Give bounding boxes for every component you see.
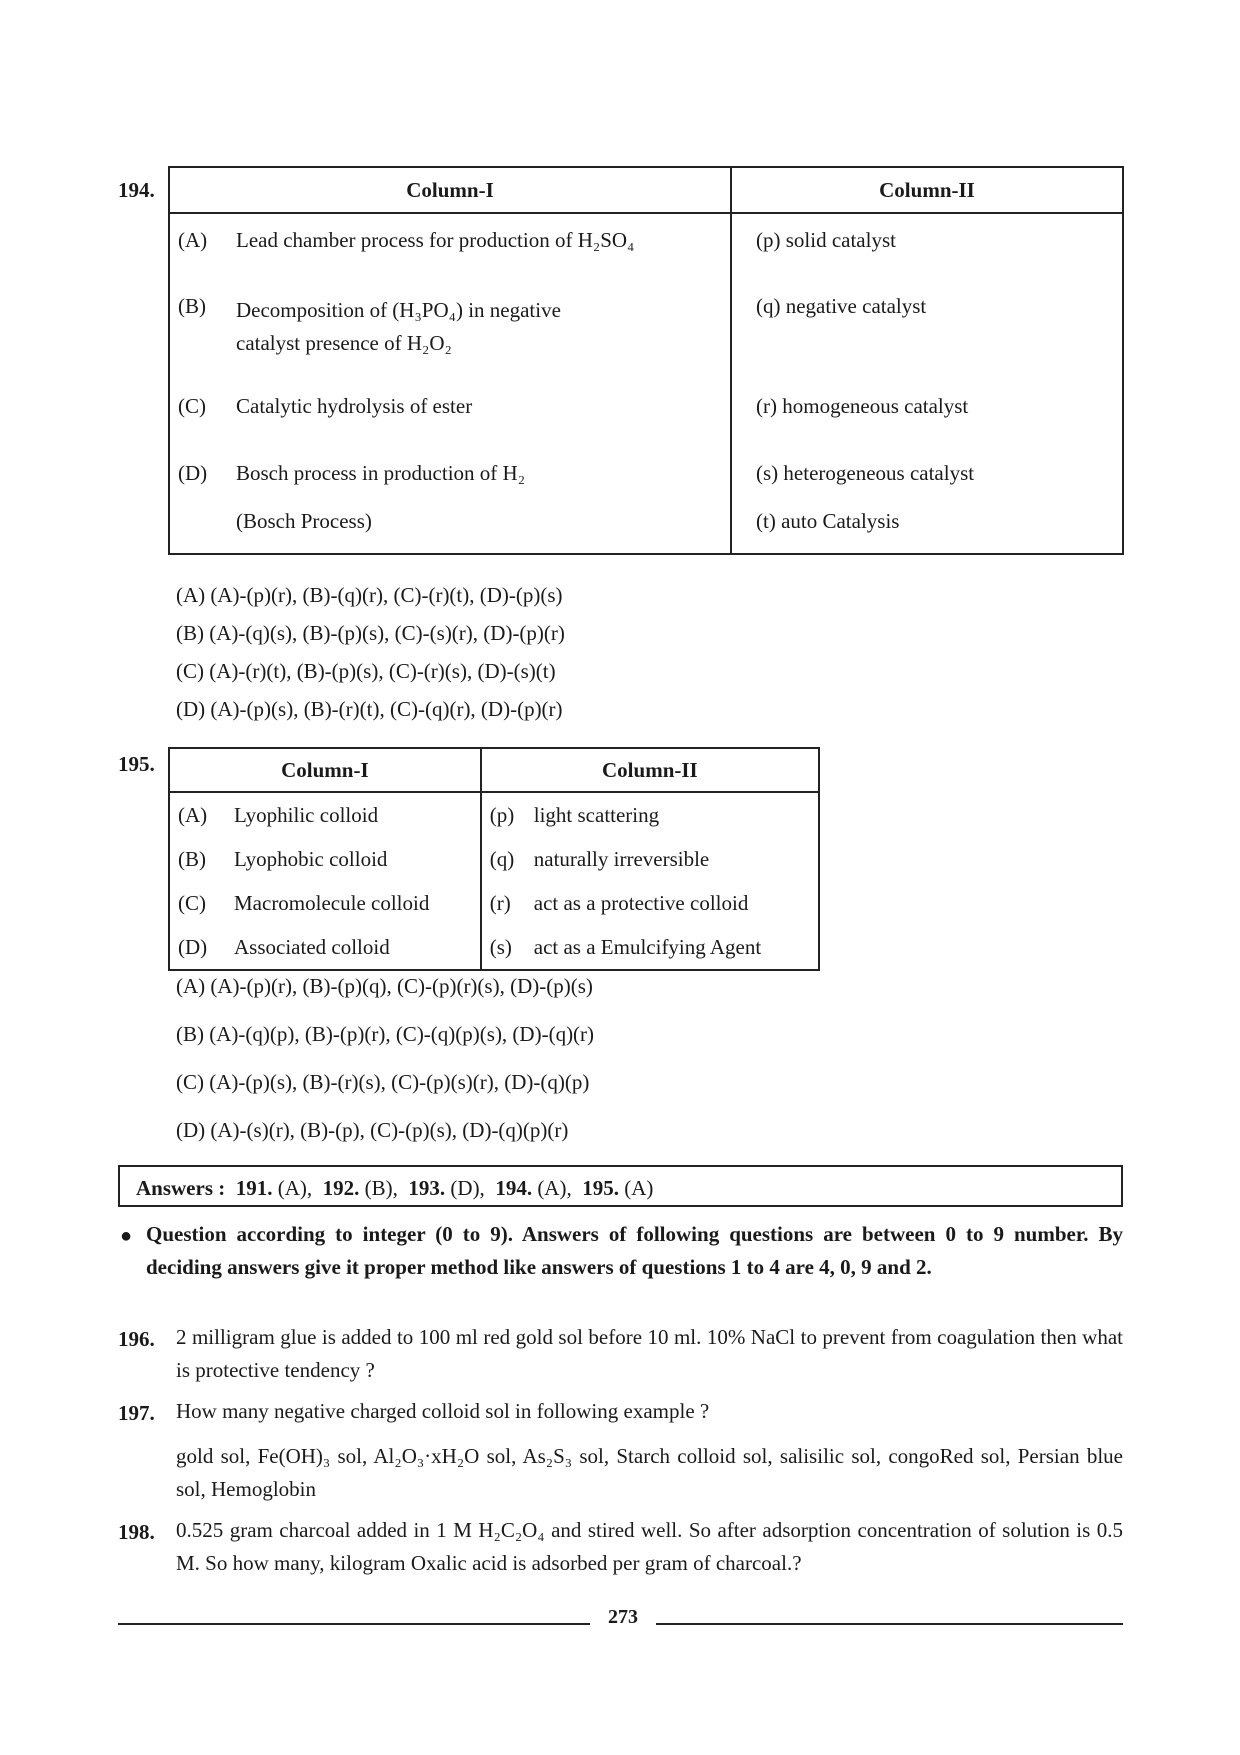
footer-rule-left [118, 1623, 590, 1625]
bullet-icon: ● [120, 1225, 133, 1247]
question-198: 0.525 gram charcoal added in 1 M H₂C₂O₄ and stired well. So after adsorption concentration of solution is 0.5 M. So how many, kilogram Oxalic acid is adsorbed per gram of charcoal.? [176, 1518, 1123, 1575]
table-row: (D) Bosch process in production of H₂ [178, 461, 526, 485]
footer-rule-right [656, 1623, 1123, 1625]
options-195 [176, 962, 594, 1154]
option-d: (D) (A)-(p)(s), (B)-(r)(t), (C)-(q)(r), (D)-(p)(r) [176, 697, 563, 721]
option-a: (A) (A)-(p)(r), (B)-(p)(q), (C)-(p)(r)(s), (D)-(p)(s) [176, 974, 593, 998]
option-c: (C) (A)-(r)(t), (B)-(p)(s), (C)-(r)(s), (D)-(s)(t) [176, 659, 556, 683]
table-row: (C) Catalytic hydrolysis of ester [178, 394, 473, 418]
table-row: (A) Lyophilic colloid (p) light scattering [169, 792, 819, 837]
col2-header: Column-II [481, 748, 819, 792]
answers-box: Answers : 191. (A), 192. (B), 193. (D), 194. (A), 195. (A) [118, 1165, 1123, 1207]
question-number-197: 197. [118, 1401, 155, 1425]
match-s: (s) heterogeneous catalyst [756, 461, 975, 485]
question-197-list: gold sol, Fe(OH)₃ sol, Al₂O₃·xH₂O sol, As₂S₃ sol, Starch colloid sol, salisilic sol, congoRed sol, Persian blue sol, Hemoglobin [176, 1444, 1123, 1501]
match-r: (r) homogeneous catalyst [756, 394, 969, 418]
page-number: 273 [608, 1606, 638, 1628]
table-row: (B) Decomposition of (H₃PO₄) in negative catalyst presence of H₂O₂ [178, 294, 561, 355]
options-194 [176, 576, 565, 728]
table-row: (B) Lyophobic colloid (q) naturally irreversible [169, 837, 819, 881]
table-row: (Bosch Process) [236, 509, 372, 533]
match-q: (q) negative catalyst [756, 294, 927, 318]
col1-header: Column-I [169, 167, 731, 213]
table-row: (C) Macromolecule colloid (r) act as a protective colloid [169, 881, 819, 925]
instruction: Question according to integer (0 to 9). Answers of following questions are between 0 to 9 number. By deciding answers give it proper method like answers of questions 1 to 4 are 4, 0, 9 and 2. [146, 1222, 1123, 1279]
option-b: (B) (A)-(q)(s), (B)-(p)(s), (C)-(s)(r), (D)-(p)(r) [176, 621, 565, 645]
match-t: (t) auto Catalysis [756, 509, 900, 533]
option-c: (C) (A)-(p)(s), (B)-(r)(s), (C)-(p)(s)(r), (D)-(q)(p) [176, 1070, 590, 1094]
table-row: (A) Lead chamber process for production of H₂SO₄ [178, 228, 635, 252]
match-p: (p) solid catalyst [756, 228, 896, 252]
match-table-194 [168, 166, 1124, 555]
question-197: How many negative charged colloid sol in following example ? [176, 1399, 710, 1423]
option-a: (A) (A)-(p)(r), (B)-(q)(r), (C)-(r)(t), (D)-(p)(s) [176, 583, 563, 607]
question-number-196: 196. [118, 1327, 155, 1351]
option-d: (D) (A)-(s)(r), (B)-(p), (C)-(p)(s), (D)-(q)(p)(r) [176, 1118, 569, 1142]
question-number-198: 198. [118, 1520, 155, 1544]
match-table-195 [168, 747, 820, 971]
question-number-195: 195. [118, 752, 155, 776]
option-b: (B) (A)-(q)(p), (B)-(p)(r), (C)-(q)(p)(s), (D)-(q)(r) [176, 1022, 595, 1046]
col1-header: Column-I [169, 748, 481, 792]
table-row: (D) Associated colloid (s) act as a Emulcifying Agent [169, 925, 819, 970]
col2-header: Column-II [731, 167, 1123, 213]
question-196: 2 milligram glue is added to 100 ml red gold sol before 10 ml. 10% NaCl to prevent from coagulation then what is protective tendency ? [176, 1325, 1123, 1382]
question-number-194: 194. [118, 178, 155, 202]
